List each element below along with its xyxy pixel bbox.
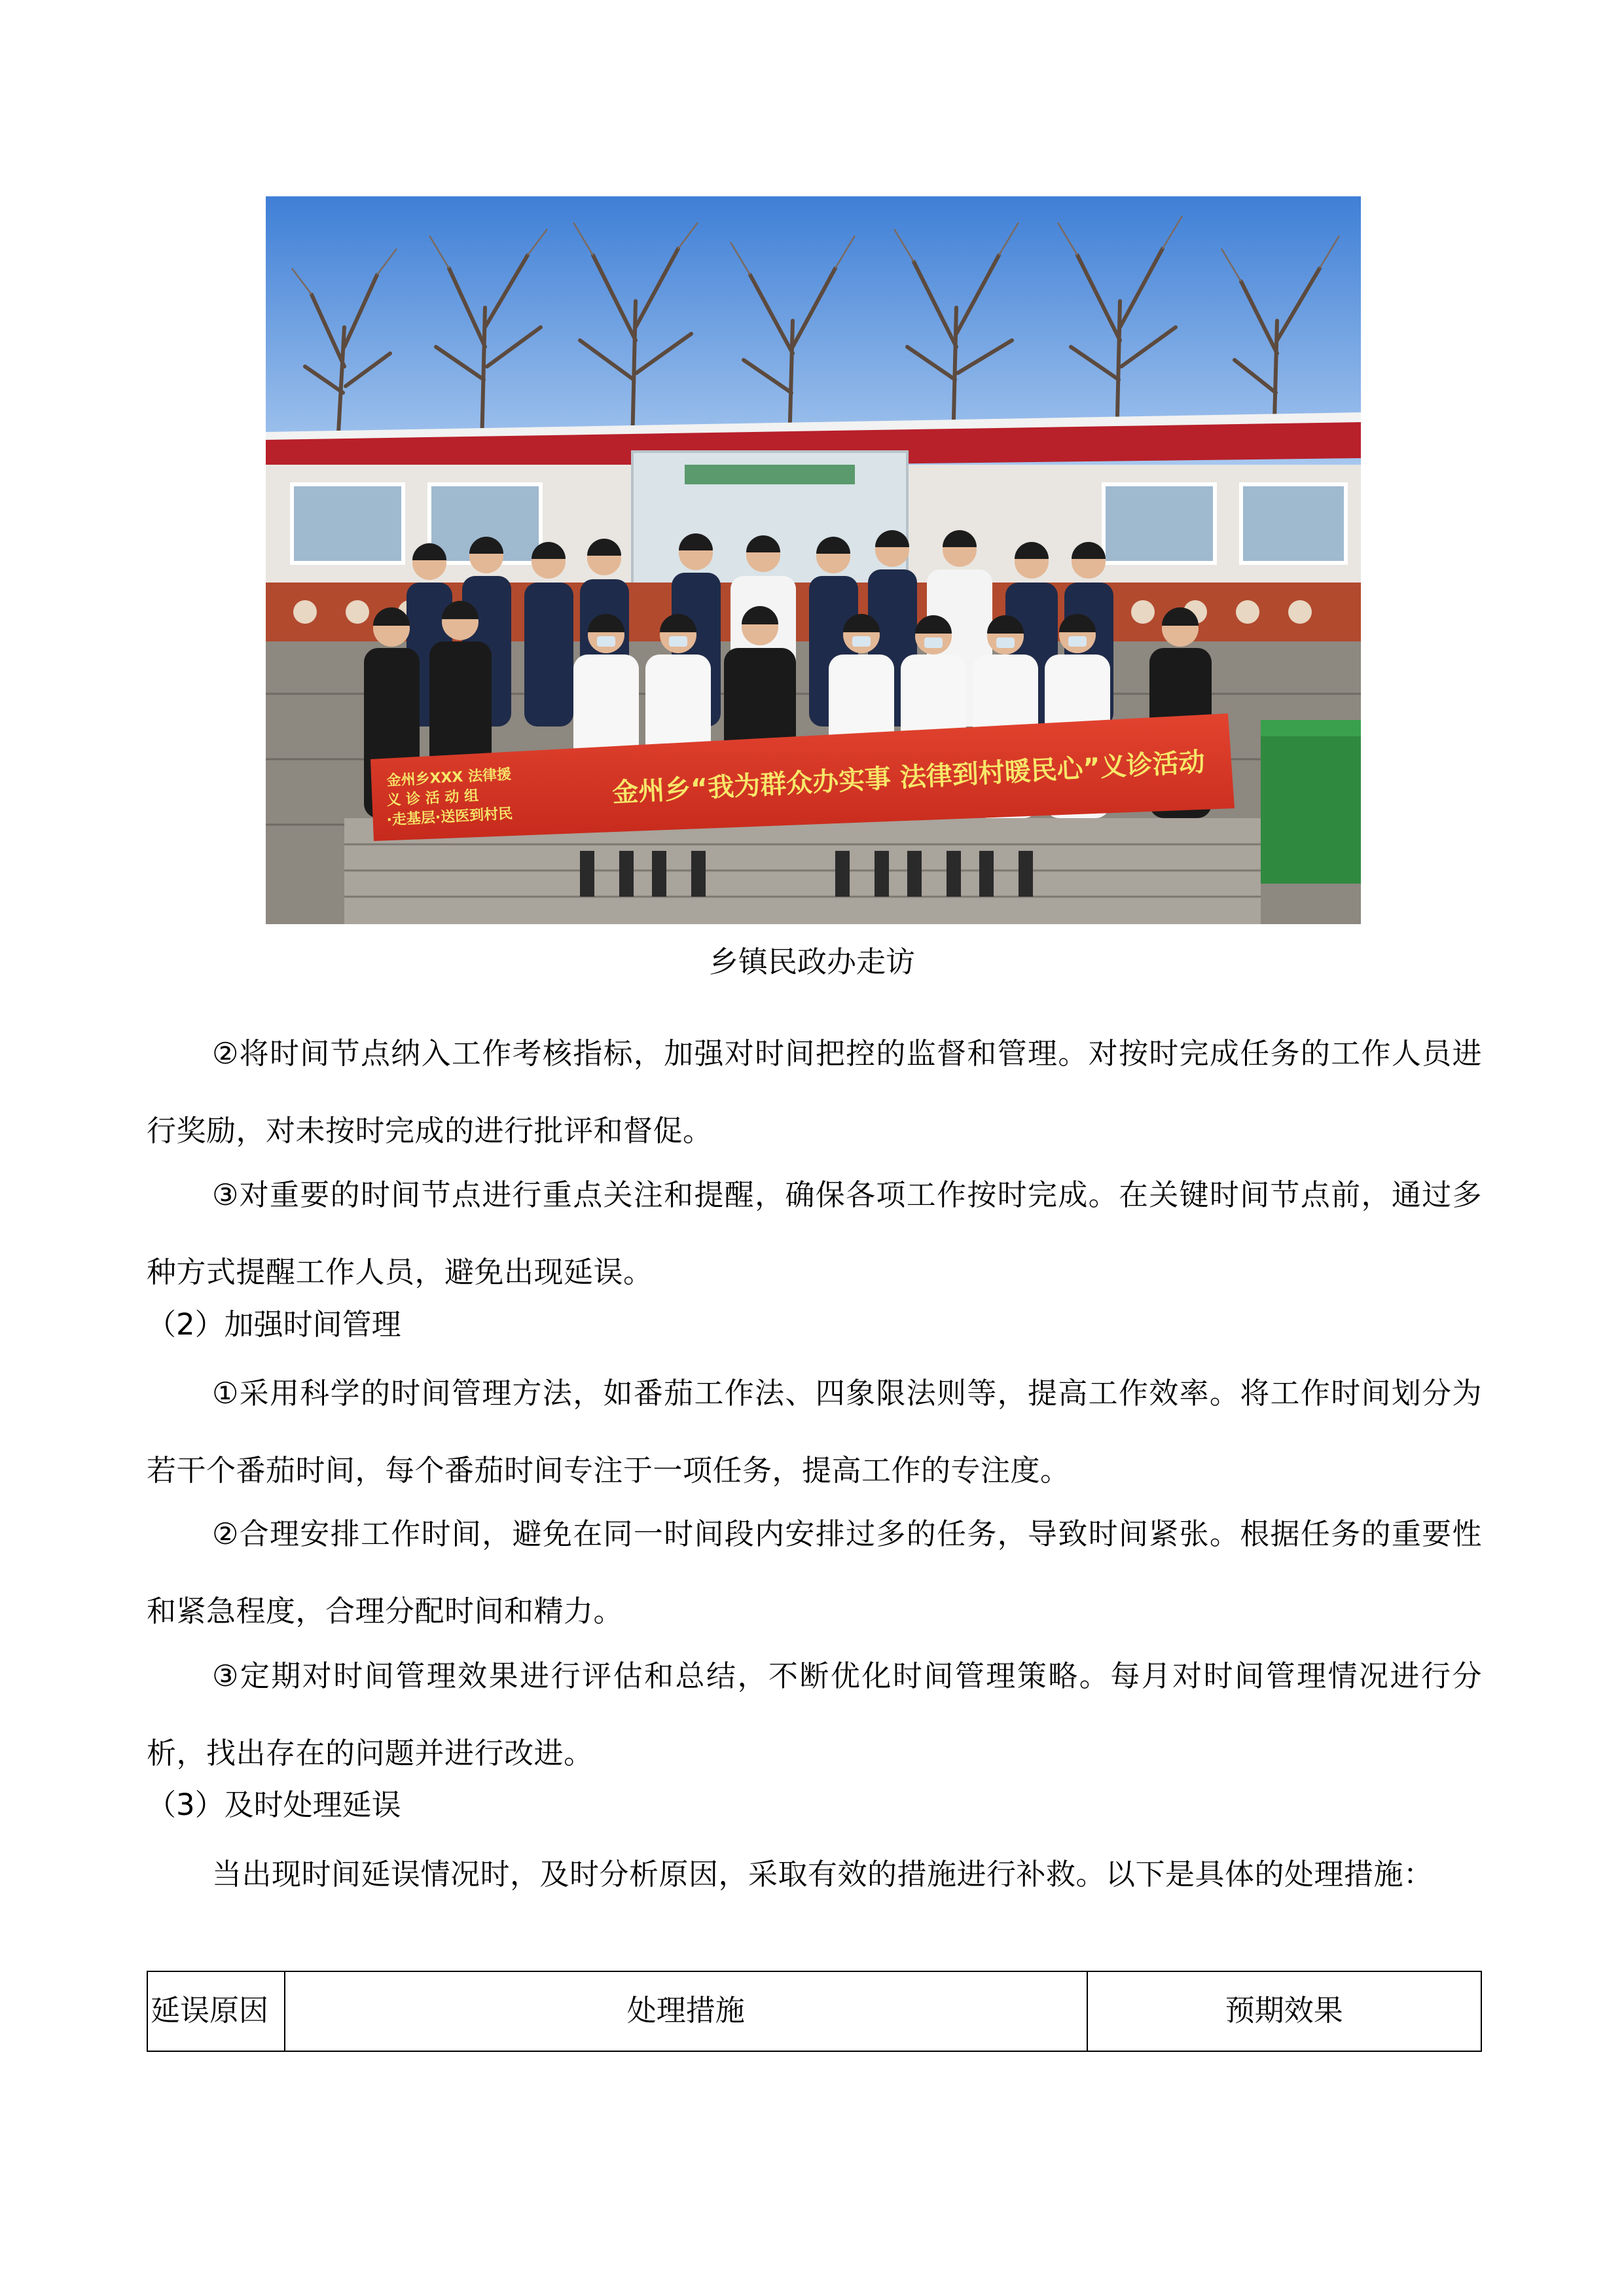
- paragraph-delay-intro: 当出现时间延误情况时，及时分析原因，采取有效的措施进行补救。以下是具体的处理措施：: [212, 1857, 1434, 1892]
- table-header-row: [147, 1971, 1481, 2051]
- delay-handling-table: [147, 1971, 1482, 2052]
- paragraph-evaluate-time: ③定期对时间管理效果进行评估和总结，不断优化时间管理策略。每月对时间管理情况进行分析，找出存在的问题并进行改进。: [147, 1659, 1482, 1770]
- paragraph-key-node-reminder: ③对重要的时间节点进行重点关注和提醒，确保各项工作按时完成。在关键时间节点前，通过多种方式提醒工作人员，避免出现延误。: [147, 1177, 1482, 1289]
- paragraph-time-methods: ①采用科学的时间管理方法，如番茄工作法、四象限法则等，提高工作效率。将工作时间划分为若干个番茄时间，每个番茄时间专注于一项任务，提高工作的专注度。: [147, 1376, 1482, 1488]
- paragraph-arrange-time: ②合理安排工作时间，避免在同一时间段内安排过多的任务，导致时间紧张。根据任务的重要性和紧急程度，合理分配时间和精力。: [147, 1516, 1482, 1628]
- table-header-measures: 处理措施: [285, 1971, 1087, 2051]
- banner-left-line-1: 金州乡XXX 法律援: [386, 766, 512, 789]
- group-photo: [266, 196, 1361, 924]
- table-header-delay-reason: 延误原因: [147, 1971, 285, 2051]
- figure-caption: 乡镇民政办走访: [708, 944, 915, 979]
- section-heading-handle-delay: （3）及时处理延误: [147, 1787, 401, 1822]
- banner-left-line-3: ·走基层·送医到村民: [386, 805, 513, 829]
- section-heading-time-management: （2）加强时间管理: [147, 1307, 401, 1342]
- banner-left-line-2: 义 诊 活 动 组: [386, 787, 479, 809]
- table-header-expected-effect: 预期效果: [1087, 1971, 1481, 2051]
- paragraph-time-node-assessment: ②将时间节点纳入工作考核指标，加强对时间把控的监督和管理。对按时完成任务的工作人员进行奖励，对未按时完成的进行批评和督促。: [147, 1036, 1482, 1148]
- banner-main-text: 金州乡“我为群众办实事 法律到村暖民心”义诊活动: [611, 747, 1206, 808]
